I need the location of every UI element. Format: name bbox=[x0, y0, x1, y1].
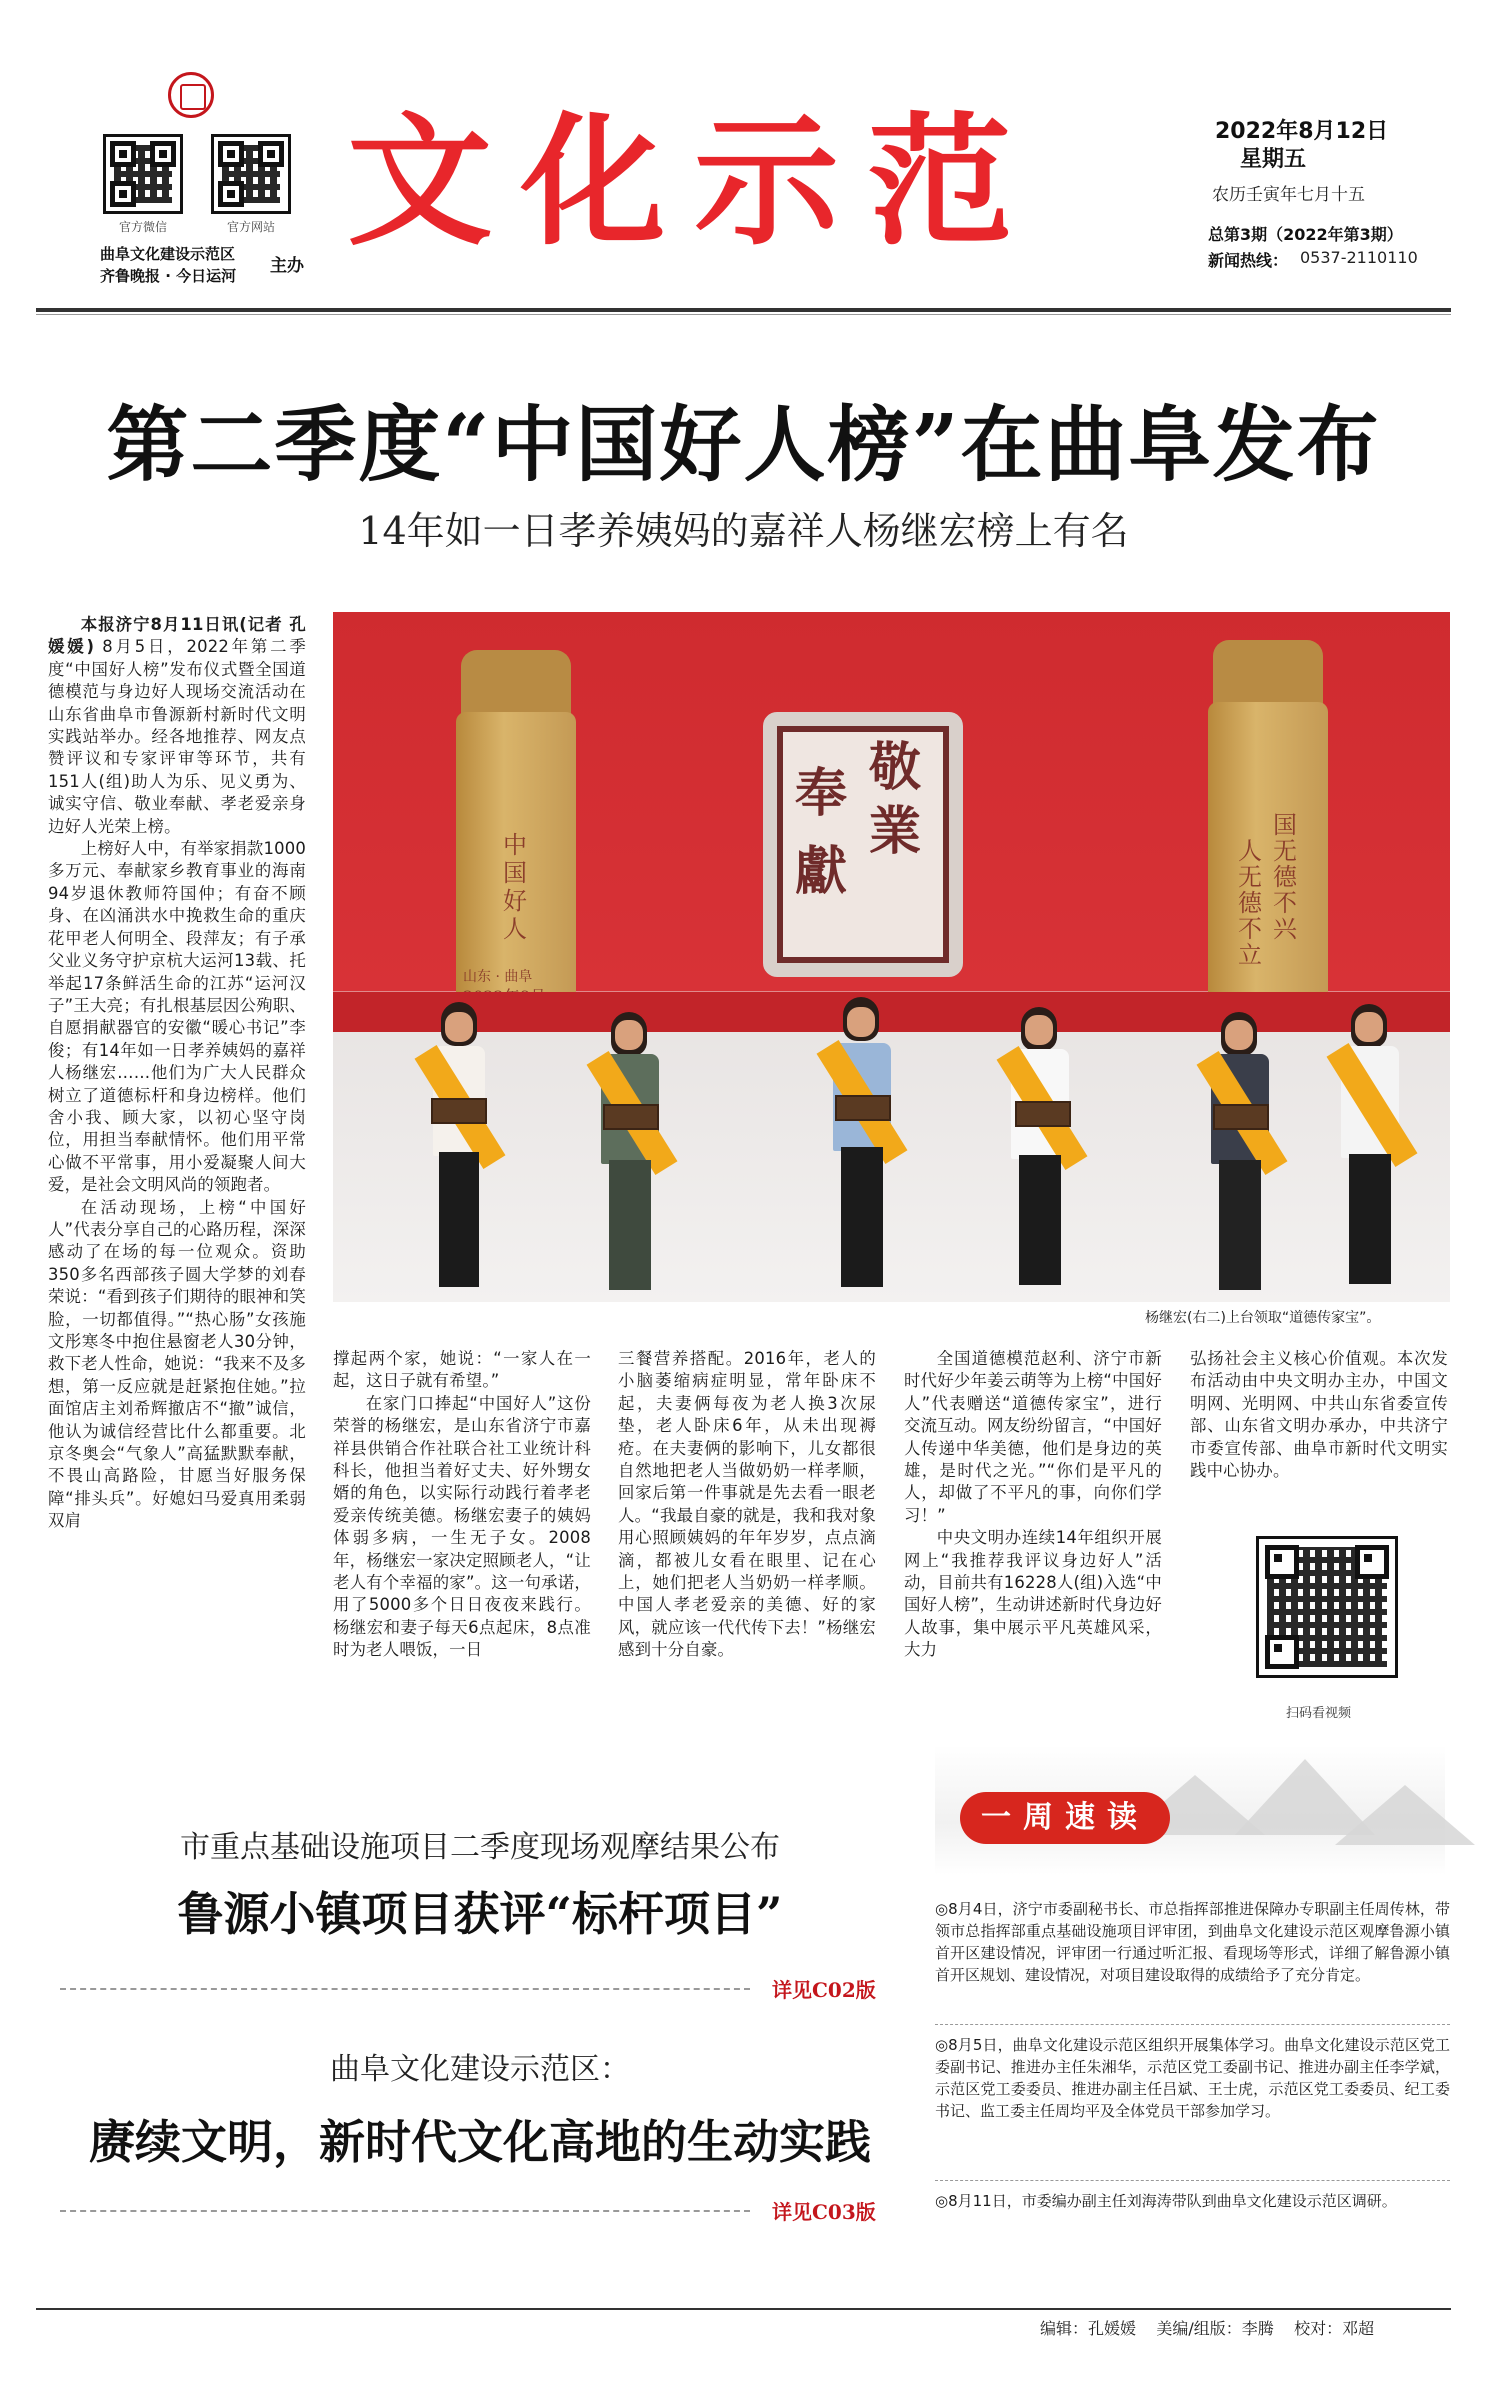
hotline-label: 新闻热线： bbox=[1208, 251, 1289, 270]
jade-left-small: 山东 · 曲阜 bbox=[463, 969, 533, 985]
seal-char-1: 業 bbox=[869, 801, 922, 862]
article-column-4 bbox=[904, 1348, 1162, 1662]
jade-right-char-6: 无 bbox=[1238, 863, 1262, 891]
seal-char-2: 奉 bbox=[795, 763, 848, 824]
jade-right-char-8: 不 bbox=[1238, 915, 1262, 943]
article-col2-para1: 撑起两个家，她说：“一家人在一起，这日子就有希望。” bbox=[333, 1349, 591, 1391]
article-col1-para1: 8月5日，2022年第二季度“中国好人榜”发布仪式暨全国道德模范与身边好人现场交流活动在山东省曲阜市鲁源新村新时代文明实践站举办。经各地推荐、网友点赞评议和专家评审等环节，共有151人(组)助人为乐、见义勇为、诚实守信、敬业奉献、孝老爱亲身边好人光荣上榜。 bbox=[48, 637, 306, 836]
article-col2-para2: 在家门口捧起“中国好人”这份荣誉的杨继宏，是山东省济宁市嘉祥县供销合作社联合社工业统计科科长，他担当着好丈夫、好外甥女婿的角色，以实际行动践行着孝老爱亲传统美德。杨继宏妻子的姨妈体弱多病，一生无子女。2008年，杨继宏一家决定照顾老人，“让老人有个幸福的家”。这一句承诺，用了5000多个日日夜夜来践行。杨继宏和妻子每天6点起床，8点准时为老人喂饭，一日 bbox=[333, 1393, 591, 1660]
article-lead: 本报济宁8月11日讯(记者 孔媛媛) bbox=[48, 615, 306, 657]
weekly-item-2 bbox=[935, 2034, 1450, 2122]
article-col1-para3: 在活动现场，上榜“中国好人”代表分享自己的心路历程，深深感动了在场的每一位观众。资助350多名西部孩子圆大学梦的刘春荣说：“看到孩子们期待的眼神和笑脸，一切都值得。”“热心肠”女孩施文彤寒冬中抱住悬窗老人30分钟，救下老人性命，她说：“我来不及多想，第一反应就是赶紧抱住她。”拉面馆店主刘希辉撤店不“撤”诚信，他认为诚信经营比什么都重要。北京冬奥会“气象人”高猛默默奉献，不畏山高路险，甘愿当好服务保障“排头兵”。好媳妇马爱真用柔弱双肩 bbox=[48, 1197, 306, 1531]
sub-headline: 14年如一日孝养姨妈的嘉祥人杨继宏榜上有名 bbox=[358, 509, 1129, 553]
teaser-1-see-page[interactable]: 详见C02版 bbox=[772, 1978, 876, 2002]
logo-seal bbox=[168, 72, 214, 118]
jade-right-char-1: 无 bbox=[1273, 837, 1297, 865]
article-column-1 bbox=[48, 614, 306, 1533]
footer-editor: 编辑：孔媛媛 bbox=[1040, 2319, 1137, 2338]
jade-right-char-4: 兴 bbox=[1273, 915, 1297, 943]
jade-right-char-3: 不 bbox=[1273, 889, 1297, 917]
jade-left-char-2: 好 bbox=[503, 887, 527, 915]
masthead-rule-thin bbox=[36, 314, 1451, 315]
weekly-sep-2 bbox=[935, 2180, 1450, 2181]
footer-proof: 校对：邓超 bbox=[1294, 2319, 1375, 2338]
wechat-qr-code[interactable] bbox=[103, 134, 183, 214]
weekly-item-3 bbox=[935, 2190, 1450, 2212]
article-col3-para1: 三餐营养搭配。2016年，老人的小脑萎缩病症明显，常年卧床不起，夫妻俩每夜为老人换3次尿垫，老人卧床6年，从未出现褥疮。在夫妻俩的影响下，儿女都很自然地把老人当做奶奶一样孝顺，回家后第一件事就是先去看一眼老人。“我最自豪的就是，我和我对象用心照顾姨妈的年年岁岁，点点滴滴，都被儿女看在眼里、记在心上，她们把老人当奶奶一样孝顺。中国人孝老爱亲的美德、好的家风，就应该一代代传下去！”杨继宏感到十分自豪。 bbox=[618, 1349, 876, 1660]
article-col1-para2: 上榜好人中，有举家捐款1000多万元、奉献家乡教育事业的海南94岁退休教师符国仲；有奋不顾身、在凶涌洪水中挽救生命的重庆花甲老人何明全、段萍友；有子承父业义务守护京杭大运河13载、托举起17条鲜活生命的江苏“运河汉子”王大亮；有扎根基层因公殉职、自愿捐献器官的安徽“暖心书记”李俊；有14年如一日孝养姨妈的嘉祥人杨继宏……他们为广大人民群众树立了道德标杆和身边榜样。他们舍小我、顾大家，以初心坚守岗位，用担当奉献情怀。他们用平常心做不平常事，用小爱凝聚人间大爱，是社会文明风尚的领跑者。 bbox=[48, 839, 306, 1195]
seal-emblem bbox=[763, 712, 963, 977]
hotline-number: 0537-2110110 bbox=[1300, 248, 1418, 267]
jade-right bbox=[1208, 702, 1328, 1032]
weekly-item-1 bbox=[935, 1898, 1450, 1986]
article-col4-para1: 全国道德模范赵利、济宁市新时代好少年姜云萌等为上榜“中国好人”代表赠送“道德传家宝”，进行交流互动。网友纷纷留言，“中国好人传递中华美德，他们是身边的英雄，是时代之光。”“你们是平凡的人，却做了不平凡的事，向你们学习！” bbox=[904, 1349, 1162, 1525]
weekly-item-3-text: ◎8月11日，市委编办副主任刘海涛带队到曲阜文化建设示范区调研。 bbox=[935, 2192, 1397, 2210]
teaser-2-title: 赓续文明，新时代文化高地的生动实践 bbox=[89, 2115, 871, 2169]
article-col4-para2: 中央文明办连续14年组织开展网上“我推荐我评议身边好人”活动，目前共有16228人(组)入选“中国好人榜”，生动讲述新时代身边好人故事，集中展示平凡英雄风采，大力 bbox=[904, 1528, 1162, 1660]
jade-right-char-2: 德 bbox=[1273, 863, 1297, 891]
ceremony-photo bbox=[333, 612, 1450, 1302]
weekly-item-1-text: ◎8月4日，济宁市委副秘书长、市总指挥部推进保障办专职副主任周传林，带领市总指挥部重点基础设施项目评审团，到曲阜文化建设示范区观摩鲁源小镇首开区建设情况，评审团一行通过听汇报、看现场等形式，详细了解鲁源小镇首开区规划、建设情况，对项目建设取得的成绩给予了充分肯定。 bbox=[935, 1900, 1450, 1984]
issue-number: 总第3期（2022年第3期） bbox=[1208, 225, 1403, 244]
sponsor-role: 主办 bbox=[270, 256, 304, 276]
sponsor-2: 齐鲁晚报 · 今日运河 bbox=[100, 267, 237, 285]
weekly-sep-1 bbox=[935, 2024, 1450, 2025]
seal-char-3: 獻 bbox=[795, 841, 848, 902]
main-headline: 第二季度“中国好人榜”在曲阜发布 bbox=[106, 397, 1381, 493]
weekly-badge: 一周速读 bbox=[960, 1792, 1170, 1844]
seal-char-0: 敬 bbox=[869, 737, 922, 798]
stage-front bbox=[333, 992, 1450, 1032]
sponsor-1: 曲阜文化建设示范区 bbox=[100, 245, 236, 263]
footer-credits bbox=[1040, 2316, 1374, 2339]
teaser-1-divider bbox=[60, 1988, 750, 1990]
article-column-2 bbox=[333, 1348, 591, 1662]
website-qr-code[interactable] bbox=[211, 134, 291, 214]
footer-rule bbox=[36, 2308, 1451, 2310]
teaser-2-kicker: 曲阜文化建设示范区： bbox=[330, 2052, 630, 2087]
photo-caption: 杨继宏(右二)上台领取“道德传家宝”。 bbox=[1145, 1310, 1381, 1326]
jade-left-char-0: 中 bbox=[503, 831, 527, 859]
issue-weekday: 星期五 bbox=[1240, 147, 1307, 172]
teaser-1-title: 鲁源小镇项目获评“标杆项目” bbox=[177, 1887, 783, 1941]
lunar-date: 农历壬寅年七月十五 bbox=[1212, 185, 1365, 205]
article-column-5 bbox=[1190, 1348, 1448, 1482]
teaser-1-kicker: 市重点基础设施项目二季度现场观摩结果公布 bbox=[180, 1830, 780, 1865]
article-col5-para1: 弘扬社会主义核心价值观。本次发布活动由中央文明办主办，中国文明网、光明网、中共山东省委宣传部、山东省文明办承办，中共济宁市委宣传部、曲阜市新时代文明实践中心协办。 bbox=[1190, 1349, 1448, 1481]
teaser-2-see-page[interactable]: 详见C03版 bbox=[772, 2200, 876, 2224]
teaser-2-divider bbox=[60, 2210, 750, 2212]
jade-right-char-0: 国 bbox=[1273, 811, 1297, 839]
jade-right-char-7: 德 bbox=[1238, 889, 1262, 917]
jade-right-char-5: 人 bbox=[1238, 837, 1262, 865]
jade-right-char-9: 立 bbox=[1238, 941, 1262, 969]
weekly-item-2-text: ◎8月5日，曲阜文化建设示范区组织开展集体学习。曲阜文化建设示范区党工委副书记、推进办主任朱湘华，示范区党工委副书记、推进办副主任李学斌，示范区党工委委员、推进办副主任吕斌、王士虎，示范区党工委委员、纪工委书记、监工委主任周均平及全体党员干部参加学习。 bbox=[935, 2036, 1450, 2120]
website-qr-label: 官方网站 bbox=[226, 220, 275, 234]
issue-date: 2022年8月12日 bbox=[1215, 119, 1389, 144]
masthead-rule bbox=[36, 308, 1451, 312]
article-column-3 bbox=[618, 1348, 876, 1662]
masthead-title: 文化示范 bbox=[347, 99, 1041, 265]
jade-left-char-1: 国 bbox=[503, 859, 527, 887]
video-qr-caption: 扫码看视频 bbox=[1286, 1706, 1352, 1721]
jade-left-char-3: 人 bbox=[503, 915, 527, 943]
wechat-qr-label: 官方微信 bbox=[118, 220, 167, 234]
footer-design: 美编/组版：李腾 bbox=[1156, 2319, 1274, 2338]
video-qr-code[interactable] bbox=[1256, 1536, 1398, 1678]
